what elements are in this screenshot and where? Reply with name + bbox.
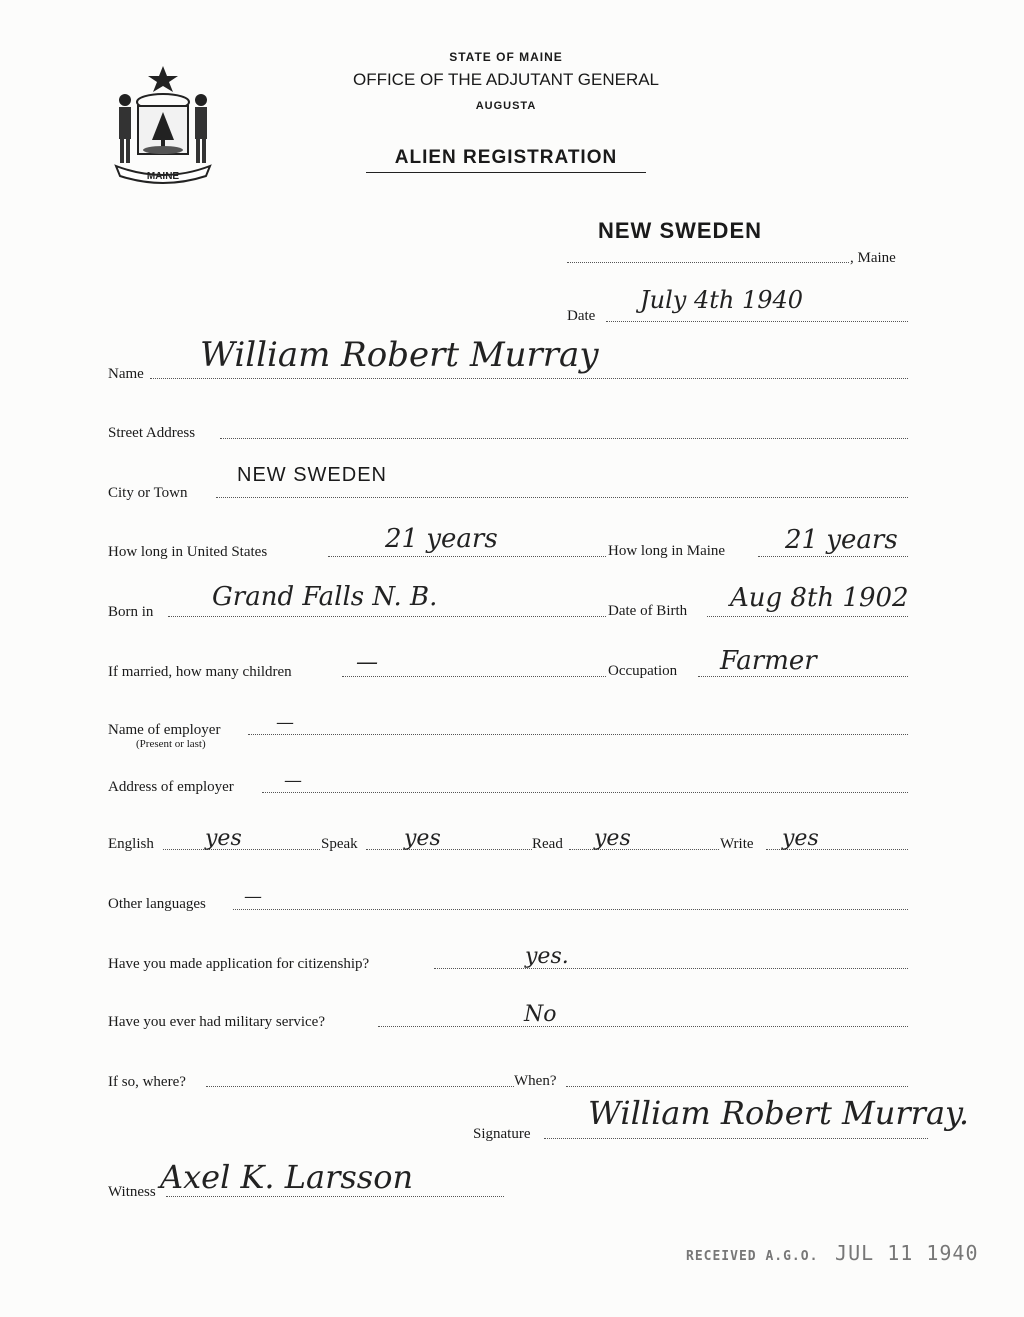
maine-stay-label: How long in Maine	[608, 543, 726, 559]
received-stamp-text: RECEIVED A.G.O.	[686, 1249, 819, 1264]
where-line	[206, 1086, 514, 1087]
write-value: yes	[782, 826, 819, 851]
employer-line	[248, 734, 908, 735]
city-heading: AUGUSTA	[475, 100, 537, 112]
read-line	[569, 849, 719, 850]
military-line	[378, 1026, 908, 1027]
state-heading: STATE OF MAINE	[449, 50, 563, 64]
other-languages-value: —	[244, 886, 262, 907]
title-underline	[366, 172, 646, 173]
city-line	[216, 497, 908, 498]
military-value: No	[524, 1002, 557, 1027]
dob-value: Aug 8th 1902	[730, 583, 909, 613]
where-label: If so, where?	[108, 1074, 186, 1090]
town-line	[567, 262, 849, 263]
maine-stay-line	[758, 556, 908, 557]
occupation-line	[698, 676, 908, 677]
signature-value: William Robert Murray.	[588, 1094, 970, 1132]
witness-line	[166, 1196, 504, 1197]
us-stay-line	[328, 556, 606, 557]
town-stamp: NEW SWEDEN	[598, 218, 762, 243]
maine-stay-value: 21 years	[785, 525, 898, 555]
employer-value: —	[276, 712, 294, 733]
date-label: Date	[567, 308, 596, 324]
other-languages-label: Other languages	[108, 896, 206, 912]
other-languages-line	[233, 909, 908, 910]
signature-label: Signature	[473, 1126, 531, 1142]
speak-value: yes	[404, 826, 441, 851]
read-value: yes	[594, 826, 631, 851]
dob-label: Date of Birth	[608, 603, 688, 619]
received-stamp-date: JUL 11 1940	[835, 1241, 979, 1265]
born-value: Grand Falls N. B.	[212, 582, 438, 612]
speak-label: Speak	[321, 836, 358, 852]
office-heading: OFFICE OF THE ADJUTANT GENERAL	[352, 70, 660, 89]
when-line	[566, 1086, 908, 1087]
born-line	[168, 616, 606, 617]
us-stay-value: 21 years	[385, 524, 498, 554]
employer-address-value: —	[284, 770, 302, 791]
employer-sublabel: (Present or last)	[136, 738, 206, 750]
date-line	[606, 321, 908, 322]
signature-line	[544, 1138, 928, 1139]
english-label: English	[108, 836, 154, 852]
occupation-label: Occupation	[608, 663, 678, 679]
city-value: NEW SWEDEN	[237, 464, 387, 486]
street-label: Street Address	[108, 425, 196, 441]
name-line	[150, 378, 908, 379]
name-value: William Robert Murray	[200, 335, 599, 375]
citizenship-value: yes.	[525, 944, 569, 969]
date-value: July 4th 1940	[640, 286, 804, 314]
witness-label: Witness	[108, 1184, 156, 1200]
dob-line	[707, 616, 908, 617]
maine-label: , Maine	[850, 250, 896, 266]
name-label: Name	[108, 366, 144, 382]
witness-value: Axel K. Larsson	[160, 1158, 414, 1196]
occupation-value: Farmer	[720, 646, 817, 676]
children-value: —	[356, 650, 378, 675]
citizenship-line	[434, 968, 908, 969]
military-label: Have you ever had military service?	[108, 1014, 325, 1030]
children-line	[342, 676, 606, 677]
speak-line	[366, 849, 532, 850]
employer-label: Name of employer	[108, 722, 221, 738]
form-title: ALIEN REGISTRATION	[394, 147, 618, 168]
born-label: Born in	[108, 604, 154, 620]
city-label: City or Town	[108, 485, 188, 501]
received-stamp	[686, 1241, 979, 1265]
us-stay-label: How long in United States	[108, 544, 268, 560]
children-label: If married, how many children	[108, 664, 292, 680]
employer-address-line	[262, 792, 908, 793]
english-value: yes	[205, 826, 242, 851]
when-label: When?	[514, 1073, 557, 1089]
employer-address-label: Address of employer	[108, 779, 234, 795]
write-label: Write	[720, 836, 754, 852]
read-label: Read	[532, 836, 563, 852]
street-line	[220, 438, 908, 439]
svg-text:MAINE: MAINE	[146, 171, 180, 182]
citizenship-label: Have you made application for citizenship?	[108, 956, 370, 972]
